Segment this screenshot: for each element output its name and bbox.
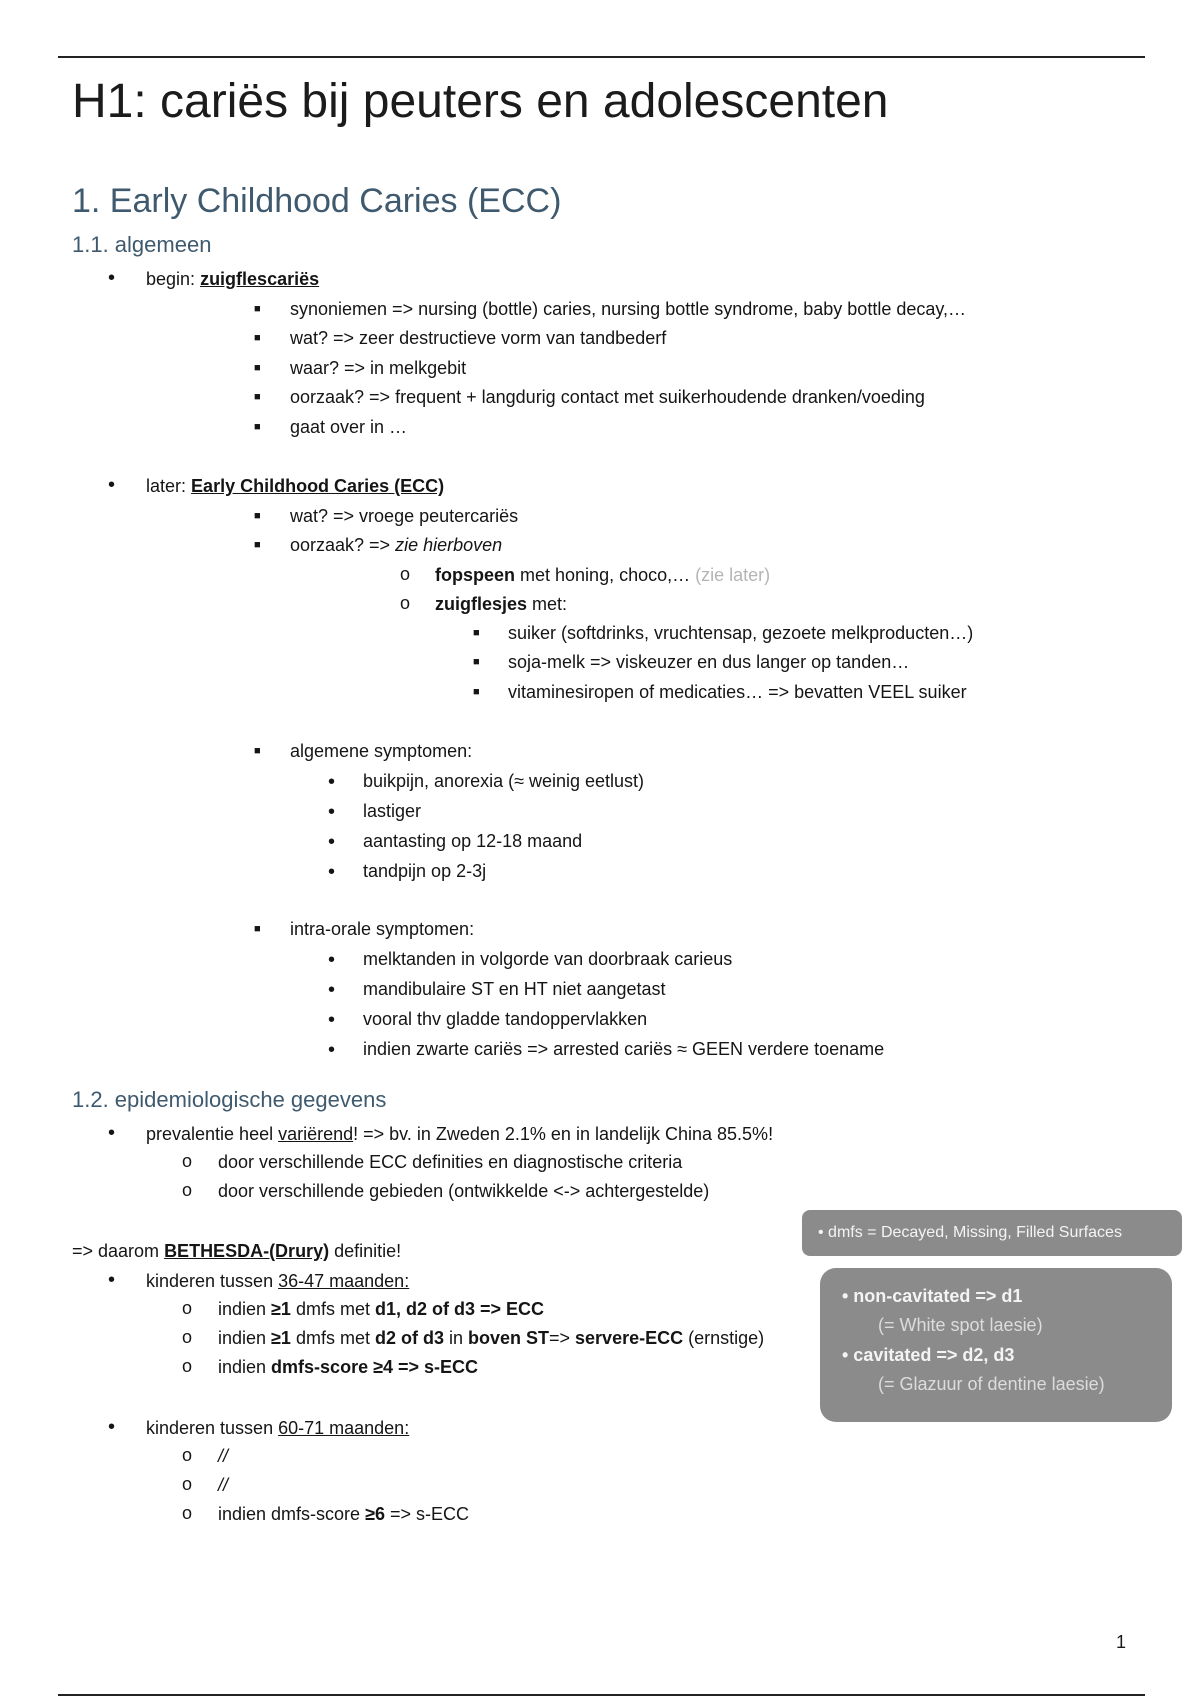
bullet-square: ■ [254,332,261,344]
k1-i2-a: indien [218,1328,272,1348]
k1-i2-d: d2 of d3 [374,1328,444,1348]
page-number: 1 [1116,1632,1127,1652]
bullet-circle: o [182,1356,193,1376]
k1-item-1 [218,1299,544,1320]
k1-i3-a: indien [218,1357,272,1377]
prev-a: prevalentie heel [146,1124,279,1144]
bullet-square: ■ [254,362,261,374]
oorzaak-prefix: oorzaak? => [290,535,391,555]
bullet-circle: o [182,1327,193,1347]
list-item: melktanden in volgorde van doorbraak carieus [363,949,733,969]
list-item: aantasting op 12-18 maand [363,831,583,851]
list-item: synoniemen => nursing (bottle) caries, nursing bottle syndrome, baby bottle decay,… [290,299,967,319]
list-item: // [218,1446,229,1466]
list-item: suiker (softdrinks, vruchtensap, gezoete melkproducten…) [508,623,974,643]
k1-i2-tail: (ernstige) [683,1328,765,1348]
list-item: waar? => in melkgebit [290,358,467,378]
bullet-square: ■ [473,627,480,639]
list-item: vooral thv gladde tandoppervlakken [363,1009,648,1029]
prev-underlined: variërend [278,1124,354,1144]
list-item: // [218,1475,229,1495]
bullet-dot: • [108,474,116,496]
bullet-circle: o [182,1151,193,1171]
k1-range: 36-47 maanden: [278,1271,410,1291]
oorzaak-italic: zie hierboven [395,535,503,555]
k1-prefix: kinderen tussen [146,1271,279,1291]
list-item: lastiger [363,801,422,821]
k1-i1-a: indien [218,1299,272,1319]
k2-range: 60-71 maanden: [278,1418,410,1438]
bullet-square: ■ [254,510,261,522]
section-heading-ecc: 1. Early Childhood Caries (ECC) [72,182,562,220]
bullet-dot: • [328,949,336,971]
bullet-square: ■ [254,745,261,757]
k2-i3-c: => s-ECC [384,1504,469,1524]
daarom-a: => daarom [72,1241,165,1261]
bullet-dot: • [108,1416,116,1438]
callout-line-cavitated: • cavitated => d2, d3 [842,1345,1015,1365]
k1-i1-d: d1, d2 of d3 => ECC [374,1299,544,1319]
prev-b: ! => bv. in Zweden 2.1% en in landelijk China 85.5%! [353,1124,774,1144]
bottom-rule [58,1694,1145,1696]
bullet-dot: • [108,1122,116,1144]
callout-dmfs: • dmfs = Decayed, Missing, Filled Surfaces [802,1210,1182,1256]
zuigflesjes-line [435,594,567,615]
bullet-circle: o [182,1298,193,1318]
later-line [146,476,444,497]
k2-prefix: kinderen tussen [146,1418,279,1438]
list-item: indien zwarte cariës => arrested cariës ≈ GEEN verdere toename [363,1039,885,1059]
prevalentie-line [146,1124,773,1145]
k1-i3-b: dmfs-score ≥4 => s-ECC [271,1357,479,1377]
top-rule [58,56,1145,58]
k2-item-3 [218,1504,469,1525]
page-title: H1: cariës bij peuters en adolescenten [72,75,889,128]
fopspeen-note: (zie later) [695,565,771,585]
bullet-dot: • [328,979,336,1001]
kinderen-36-47-line [146,1271,409,1292]
list-item: tandpijn op 2-3j [363,861,487,881]
bullet-dot: • [328,861,336,883]
later-term: Early Childhood Caries (ECC) [191,476,445,496]
list-item: wat? => zeer destructieve vorm van tandbederf [290,328,667,348]
callout-cavitation [820,1268,1172,1422]
callout-line-white-spot: (= White spot laesie) [878,1315,1043,1335]
k1-item-2 [218,1328,764,1349]
list-item: oorzaak? => frequent + langdurig contact met suikerhoudende dranken/voeding [290,387,925,407]
bullet-dot: • [108,1269,116,1291]
k1-i2-e: in [443,1328,468,1348]
list-item: door verschillende ECC definities en diagnostische criteria [218,1152,683,1172]
callout-line-non-cavitated: • non-cavitated => d1 [842,1286,1023,1306]
callout-line-glazuur: (= Glazuur of dentine laesie) [878,1374,1105,1394]
k1-i2-arrow: => [549,1328,576,1348]
subheading-epidemiologie: 1.2. epidemiologische gegevens [72,1087,387,1112]
list-item: soja-melk => viskeuzer en dus langer op tanden… [508,652,910,672]
bullet-square: ■ [254,303,261,315]
bullet-dot: • [328,831,336,853]
later-label: later: [146,476,187,496]
list-item: wat? => vroege peutercariës [290,506,519,526]
list-item: door verschillende gebieden (ontwikkelde <-> achtergestelde) [218,1181,710,1201]
k2-i3-a: indien dmfs-score [218,1504,366,1524]
k1-item-3 [218,1357,478,1378]
list-item: buikpijn, anorexia (≈ weinig eetlust) [363,771,645,791]
fopspeen-line [435,565,770,586]
fopspeen-bold: fopspeen [435,565,516,585]
daarom-line [72,1241,401,1262]
list-item: gaat over in … [290,417,408,437]
bullet-circle: o [182,1445,193,1465]
k1-i2-b: ≥1 [271,1328,291,1348]
bullet-square: ■ [473,656,480,668]
zuigflesjes-bold: zuigflesjes [435,594,528,614]
k1-i2-boven: boven ST [467,1328,549,1348]
bullet-square: ■ [254,421,261,433]
alg-symptomen-label: algemene symptomen: [290,741,473,761]
bullet-square: ■ [254,539,261,551]
k2-i3-b: ≥6 [365,1504,385,1524]
list-item: vitaminesiropen of medicaties… => bevatten VEEL suiker [508,682,967,702]
zuigflesjes-rest: met: [527,594,568,614]
daarom-bethesda: BETHESDA-(Drury) [164,1241,330,1261]
bullet-circle: o [400,593,411,613]
fopspeen-rest: met honing, choco,… [515,565,691,585]
daarom-c: definitie! [329,1241,402,1261]
bullet-dot: • [328,1039,336,1061]
k1-i1-c: dmfs met [290,1299,375,1319]
begin-label: begin: [146,269,196,289]
list-item: mandibulaire ST en HT niet aangetast [363,979,666,999]
intra-symptomen-label: intra-orale symptomen: [290,919,475,939]
kinderen-60-71-line [146,1418,409,1439]
oorzaak-line [290,535,502,556]
bullet-square: ■ [254,923,261,935]
begin-line [146,269,319,290]
subheading-algemeen: 1.1. algemeen [72,232,212,257]
k1-i2-servere: servere-ECC [575,1328,684,1348]
bullet-circle: o [182,1180,193,1200]
bullet-circle: o [182,1503,193,1523]
bullet-circle: o [182,1474,193,1494]
bullet-dot: • [108,267,116,289]
k1-i2-c: dmfs met [290,1328,375,1348]
bullet-dot: • [328,1009,336,1031]
bullet-square: ■ [473,686,480,698]
bullet-square: ■ [254,391,261,403]
bullet-dot: • [328,771,336,793]
bullet-circle: o [400,564,411,584]
k1-i1-b: ≥1 [271,1299,291,1319]
bullet-dot: • [328,801,336,823]
begin-term: zuigflescariës [200,269,320,289]
